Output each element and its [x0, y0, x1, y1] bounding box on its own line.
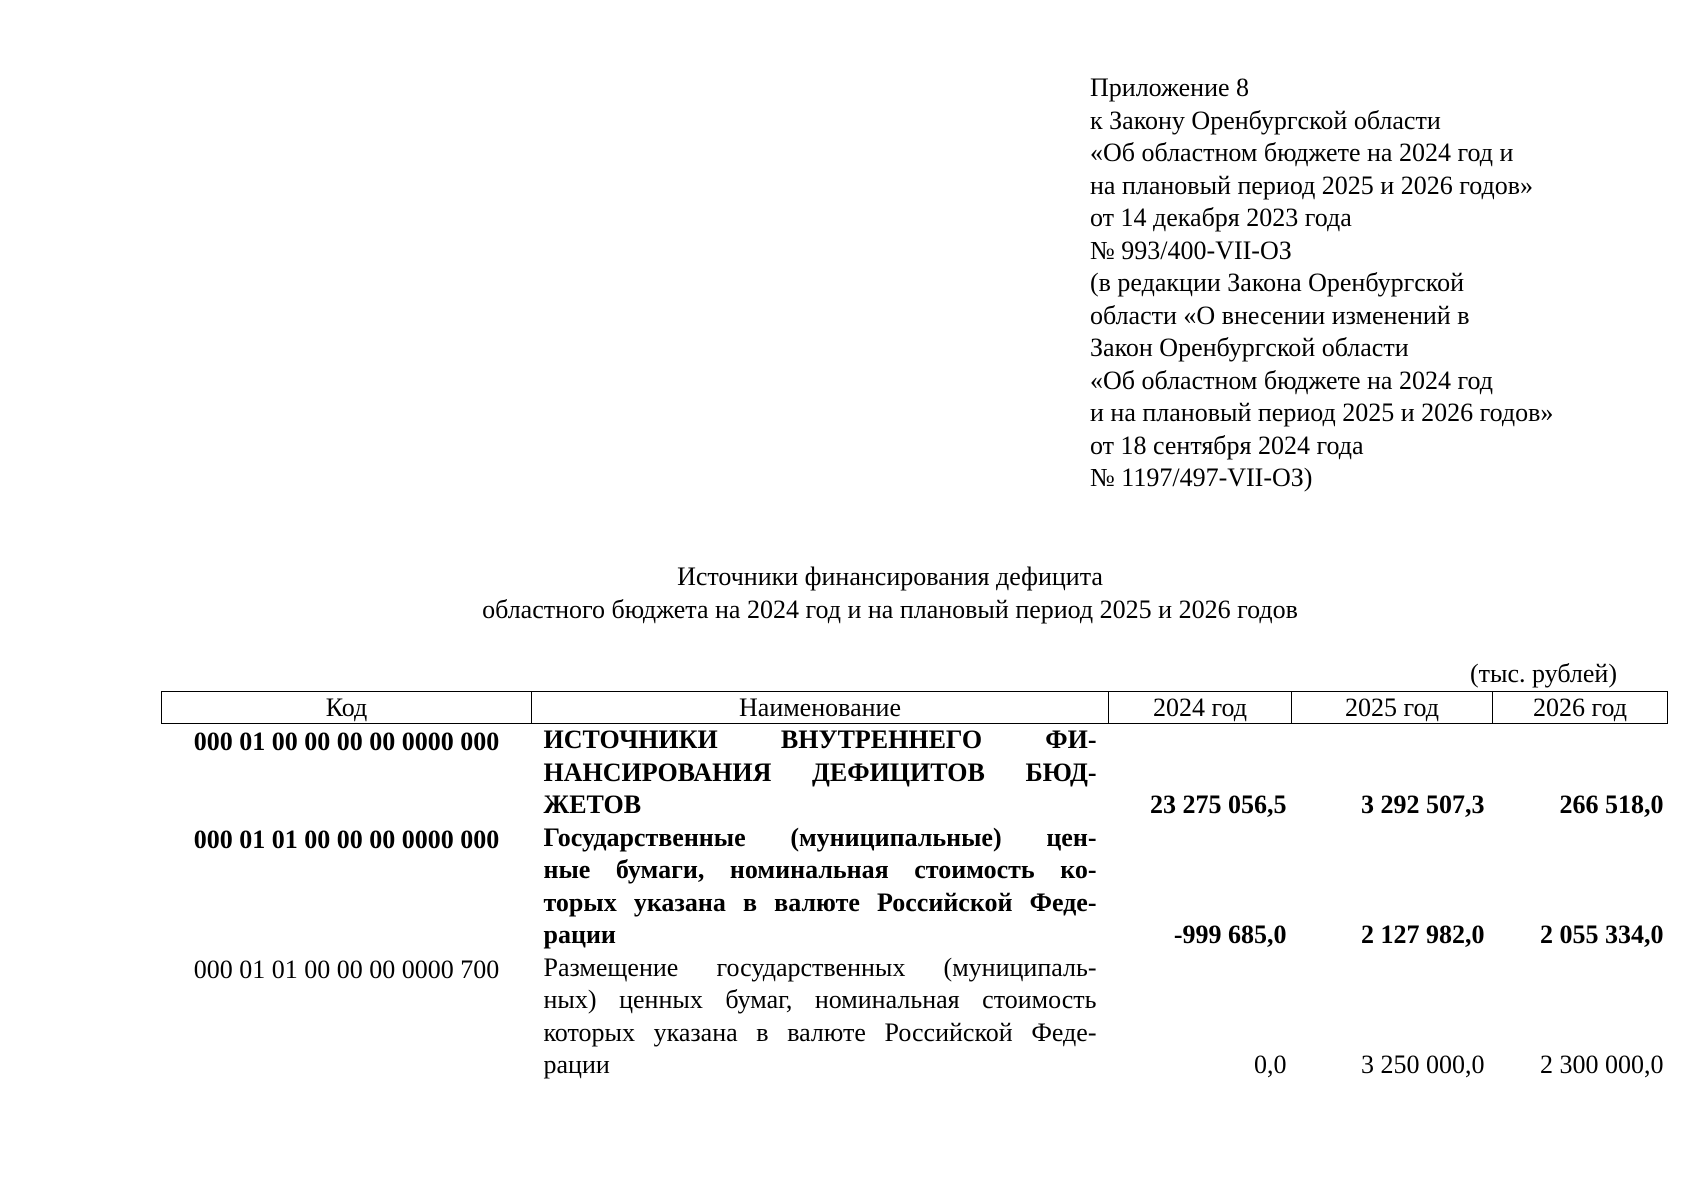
row-value-2026: 2 300 000,0 [1540, 1050, 1664, 1079]
header-2026: 2026 год [1493, 692, 1668, 724]
annex-line: № 1197/497-VII-ОЗ) [1090, 463, 1313, 492]
row-name-line: рации [543, 920, 616, 949]
row-name-line: ИСТОЧНИКИ ВНУТРЕННЕГО ФИ- [543, 725, 1097, 754]
row-name-line: НАНСИРОВАНИЯ ДЕФИЦИТОВ БЮД- [543, 757, 1097, 787]
row-name-line: Размещение государственных (муниципаль- [543, 952, 1097, 982]
row-code: 000 01 01 00 00 00 0000 700 [193, 954, 500, 984]
annex-line: области «О внесении изменений в [1090, 300, 1470, 330]
row-value-2025: 2 127 982,0 [1361, 920, 1485, 949]
table-header-row [162, 692, 1668, 724]
annex-line: к Закону Оренбургской области [1090, 105, 1441, 135]
header-code: Код [162, 692, 532, 724]
row-code: 000 01 00 00 00 00 0000 000 [193, 727, 500, 756]
annex-line: «Об областном бюджете на 2024 год [1090, 365, 1493, 395]
annex-line: от 14 декабря 2023 года [1090, 203, 1352, 232]
financing-sources-table [161, 691, 1668, 1082]
annex-header [1090, 72, 1553, 495]
row-name [532, 724, 1109, 822]
annex-line: № 993/400-VII-ОЗ [1090, 235, 1292, 265]
row-value-2025: 3 292 507,3 [1361, 790, 1485, 819]
annex-line: на плановый период 2025 и 2026 годов» [1090, 170, 1533, 200]
title-line-2: областного бюджета на 2024 год и на плановый период 2025 и 2026 годов [482, 595, 1298, 624]
title-line-1: Источники финансирования дефицита [677, 562, 1103, 591]
annex-line: «Об областном бюджете на 2024 год и [1090, 138, 1514, 167]
row-value-2024: -999 685,0 [1173, 920, 1287, 949]
table-row [162, 822, 1668, 952]
row-name-line: рации [543, 1050, 610, 1079]
annex-line: от 18 сентября 2024 года [1090, 430, 1364, 460]
annex-line: Закон Оренбургской области [1090, 333, 1409, 362]
row-name-line: ных) ценных бумаг, номинальная стоимость [543, 985, 1097, 1014]
row-name-line: ЖЕТОВ [543, 790, 642, 819]
document-title [0, 560, 1697, 626]
header-2024: 2024 год [1109, 692, 1292, 724]
row-name-line: ные бумаги, номинальная стоимость ко- [543, 855, 1097, 884]
row-name-line: торых указана в валюте Российской Феде- [543, 887, 1097, 917]
table-row [162, 952, 1668, 1082]
annex-line: и на плановый период 2025 и 2026 годов» [1090, 398, 1554, 427]
row-value-2026: 266 518,0 [1559, 790, 1664, 819]
row-value-2024: 0,0 [1254, 1050, 1287, 1079]
row-value-2025: 3 250 000,0 [1361, 1050, 1485, 1079]
annex-line: (в редакции Закона Оренбургской [1090, 268, 1465, 297]
units-label: (тыс. рублей) [1469, 659, 1617, 688]
row-value-2026: 2 055 334,0 [1540, 920, 1664, 949]
row-name [532, 952, 1109, 1082]
table-row [162, 724, 1668, 822]
annex-line: Приложение 8 [1090, 73, 1250, 102]
header-2025: 2025 год [1292, 692, 1493, 724]
row-name [532, 822, 1109, 952]
row-name-line: которых указана в валюте Российской Феде- [543, 1017, 1097, 1047]
row-code: 000 01 01 00 00 00 0000 000 [193, 824, 500, 854]
row-value-2024: 23 275 056,5 [1150, 790, 1287, 819]
header-name: Наименование [532, 692, 1109, 724]
row-name-line: Государственные (муниципальные) цен- [543, 822, 1097, 852]
